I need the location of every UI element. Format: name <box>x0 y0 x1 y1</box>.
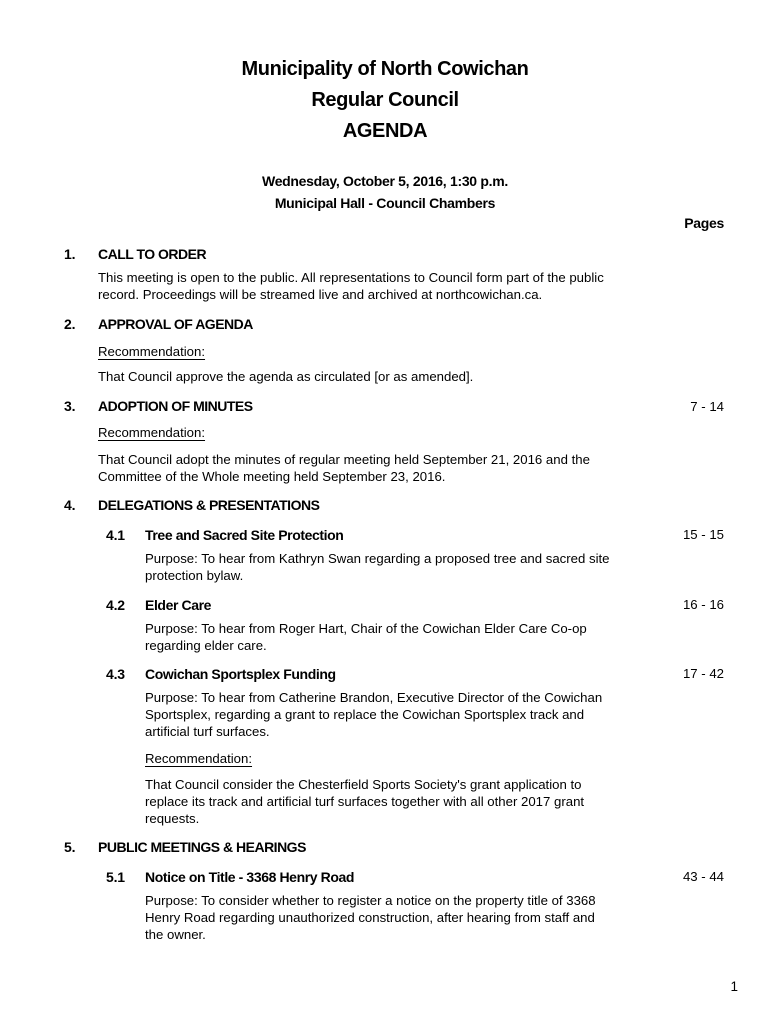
item-number: 3. <box>64 398 76 414</box>
recommendation-line: Committee of the Whole meeting held September 23, 2016. <box>98 469 446 484</box>
item-body-line: This meeting is open to the public. All representations to Council form part of the public <box>98 270 604 285</box>
subitem-body-line: Henry Road regarding unauthorized construction, after hearing from staff and <box>145 910 595 925</box>
item-number: 2. <box>64 316 76 332</box>
org-title: Municipality of North Cowichan <box>241 58 529 80</box>
subitem-number: 4.3 <box>106 666 125 682</box>
page-range: 17 - 42 <box>682 666 724 681</box>
subitem-number: 5.1 <box>106 869 125 885</box>
subitem-title: Notice on Title - 3368 Henry Road <box>145 869 355 885</box>
recommendation-line: That Council approve the agenda as circulated [or as amended]. <box>98 369 474 384</box>
doc-type-title: AGENDA <box>342 120 428 142</box>
subitem-body-line: Purpose: To hear from Roger Hart, Chair of the Cowichan Elder Care Co-op <box>145 621 587 636</box>
subitem-body-line: regarding elder care. <box>145 638 267 653</box>
recommendation-label: Recommendation: <box>145 751 253 766</box>
pages-column-header: Pages <box>684 215 724 231</box>
item-body-line: record. Proceedings will be streamed live and archived at northcowichan.ca. <box>98 287 543 302</box>
subitem-body-line: Sportsplex, regarding a grant to replace the Cowichan Sportsplex track and <box>145 707 585 722</box>
recommendation-line: replace its track and artificial turf surfaces together with all other 2017 grant <box>145 794 585 809</box>
subitem-title: Elder Care <box>145 597 212 613</box>
subitem-title: Tree and Sacred Site Protection <box>145 527 344 543</box>
item-number: 1. <box>64 246 76 262</box>
item-title: PUBLIC MEETINGS & HEARINGS <box>98 839 306 855</box>
subitem-number: 4.1 <box>106 527 125 543</box>
subitem-body-line: Purpose: To hear from Kathryn Swan regarding a proposed tree and sacred site <box>145 551 610 566</box>
item-title: ADOPTION OF MINUTES <box>98 398 253 414</box>
recommendation-line: That Council consider the Chesterfield Sports Society's grant application to <box>145 777 582 792</box>
meeting-date: Wednesday, October 5, 2016, 1:30 p.m. <box>262 173 508 189</box>
subitem-body-line: the owner. <box>145 927 206 942</box>
item-title: DELEGATIONS & PRESENTATIONS <box>98 497 320 513</box>
page-range: 16 - 16 <box>682 597 724 612</box>
item-number: 4. <box>64 497 76 513</box>
recommendation-line: requests. <box>145 811 200 826</box>
meeting-title: Regular Council <box>311 89 459 111</box>
meeting-location: Municipal Hall - Council Chambers <box>274 195 496 211</box>
subitem-number: 4.2 <box>106 597 125 613</box>
page-range: 7 - 14 <box>690 399 724 414</box>
subitem-title: Cowichan Sportsplex Funding <box>145 666 336 682</box>
recommendation-label: Recommendation: <box>98 344 206 359</box>
subitem-body-line: protection bylaw. <box>145 568 244 583</box>
recommendation-line: That Council adopt the minutes of regular meeting held September 21, 2016 and the <box>98 452 590 467</box>
recommendation-label: Recommendation: <box>98 425 206 440</box>
subitem-body-line: Purpose: To consider whether to register a notice on the property title of 3368 <box>145 893 596 908</box>
page-range: 43 - 44 <box>682 869 724 884</box>
item-number: 5. <box>64 839 76 855</box>
subitem-body-line: artificial turf surfaces. <box>145 724 270 739</box>
page-number: 1 <box>730 979 738 994</box>
item-title: APPROVAL OF AGENDA <box>98 316 253 332</box>
subitem-body-line: Purpose: To hear from Catherine Brandon, Executive Director of the Cowichan <box>145 690 603 705</box>
item-title: CALL TO ORDER <box>98 246 207 262</box>
page-range: 15 - 15 <box>682 527 724 542</box>
